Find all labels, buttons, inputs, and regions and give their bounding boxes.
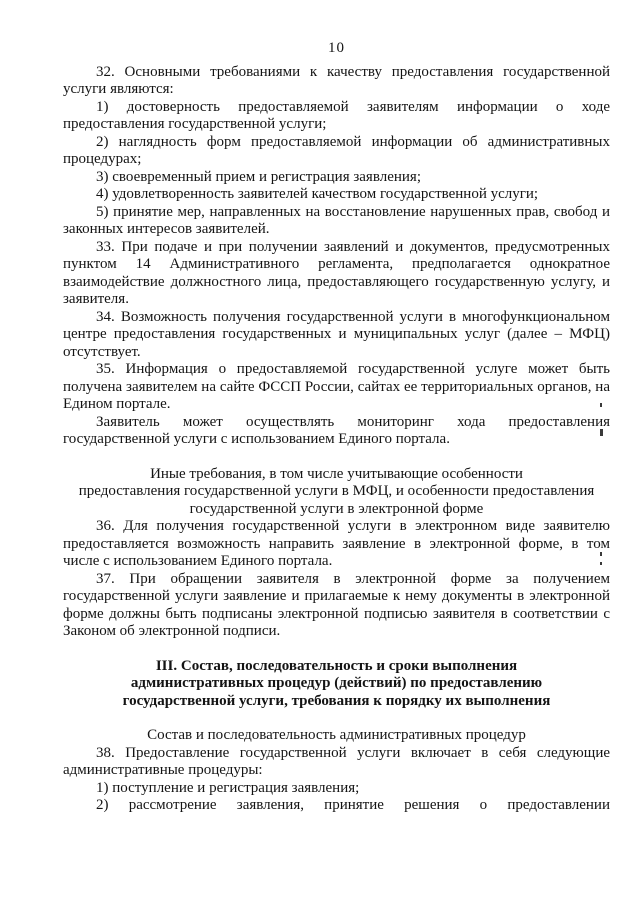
- list-item-quality-5: 5) принятие мер, направленных на восстановление нарушенных прав, свобод и законных интересов заявителей.: [63, 203, 610, 237]
- paragraph-33: 33. При подаче и при получении заявлений и документов, предусмотренных пунктом 14 Административного регламента, предполагается однократное взаимодействие должностного лица, предоставляющего государственную услугу, и заявителя.: [63, 238, 610, 307]
- heading-section-iii-line-2: административных процедур (действий) по предоставлению: [130, 675, 543, 691]
- paragraph-32: 32. Основными требованиями к качеству предоставления государственной услуги являются:: [63, 63, 610, 97]
- paragraph-36: 36. Для получения государственной услуги в электронном виде заявителю предоставляется возможность направить заявление в электронной форме, в том числе с использованием Единого портала.: [63, 518, 610, 569]
- paragraph-35: 35. Информация о предоставляемой государственной услуге может быть получена заявителем на сайте ФССП России, сайтах ее территориальных органов, на Едином портале.: [63, 361, 610, 412]
- paragraph-35-monitoring: Заявитель может осуществлять мониторинг хода предоставления государственной услуги с использованием Единого портала.: [63, 413, 610, 447]
- scan-speck: [600, 429, 603, 436]
- list-item-procedure-2: 2) рассмотрение заявления, принятие решения о предоставлении: [96, 797, 610, 813]
- list-item-procedure-1: 1) поступление и регистрация заявления;: [96, 779, 360, 796]
- heading-section-iii-line-1: III. Состав, последовательность и сроки выполнения: [155, 657, 518, 674]
- heading-section-iii: [63, 658, 610, 711]
- list-item-quality-3: 3) своевременный прием и регистрация заявления;: [96, 168, 421, 185]
- heading-other-requirements: [63, 466, 610, 519]
- list-item-quality-1: 1) достоверность предоставляемой заявителям информации о ходе предоставления государственной услуги;: [63, 98, 610, 132]
- scan-speck: [600, 552, 602, 556]
- heading-other-requirements-line-3: государственной услуги в электронной форме: [189, 500, 484, 517]
- list-item-quality-4: 4) удовлетворенность заявителей качеством государственной услуги;: [96, 186, 539, 202]
- paragraph-37: 37. При обращении заявителя в электронной форме за получением государственной услуги заявление и прилагаемые к нему документы в электронной форме должны быть подписаны электронной подписью заявителя в соответствии с Законом об электронной подписи.: [63, 570, 610, 639]
- heading-other-requirements-line-2: предоставления государственной услуги в МФЦ, и особенности предоставления: [78, 483, 595, 499]
- scan-speck: [600, 403, 602, 407]
- paragraph-34: 34. Возможность получения государственной услуги в многофункциональном центре предоставления государственных и муниципальных услуг (далее – МФЦ) отсутствует.: [63, 308, 610, 360]
- list-item-quality-2: 2) наглядность форм предоставляемой информации об административных процедурах;: [63, 133, 610, 167]
- heading-other-requirements-line-1: Иные требования, в том числе учитывающие особенности: [150, 465, 523, 482]
- page-number: 10: [328, 40, 345, 56]
- heading-section-iii-line-3: государственной услуги, требования к порядку их выполнения: [122, 692, 551, 709]
- paragraph-38: 38. Предоставление государственной услуги включает в себя следующие административные процедуры:: [63, 744, 610, 778]
- subheading-composition: Состав и последовательность административных процедур: [147, 727, 526, 743]
- scan-speck: [600, 562, 602, 565]
